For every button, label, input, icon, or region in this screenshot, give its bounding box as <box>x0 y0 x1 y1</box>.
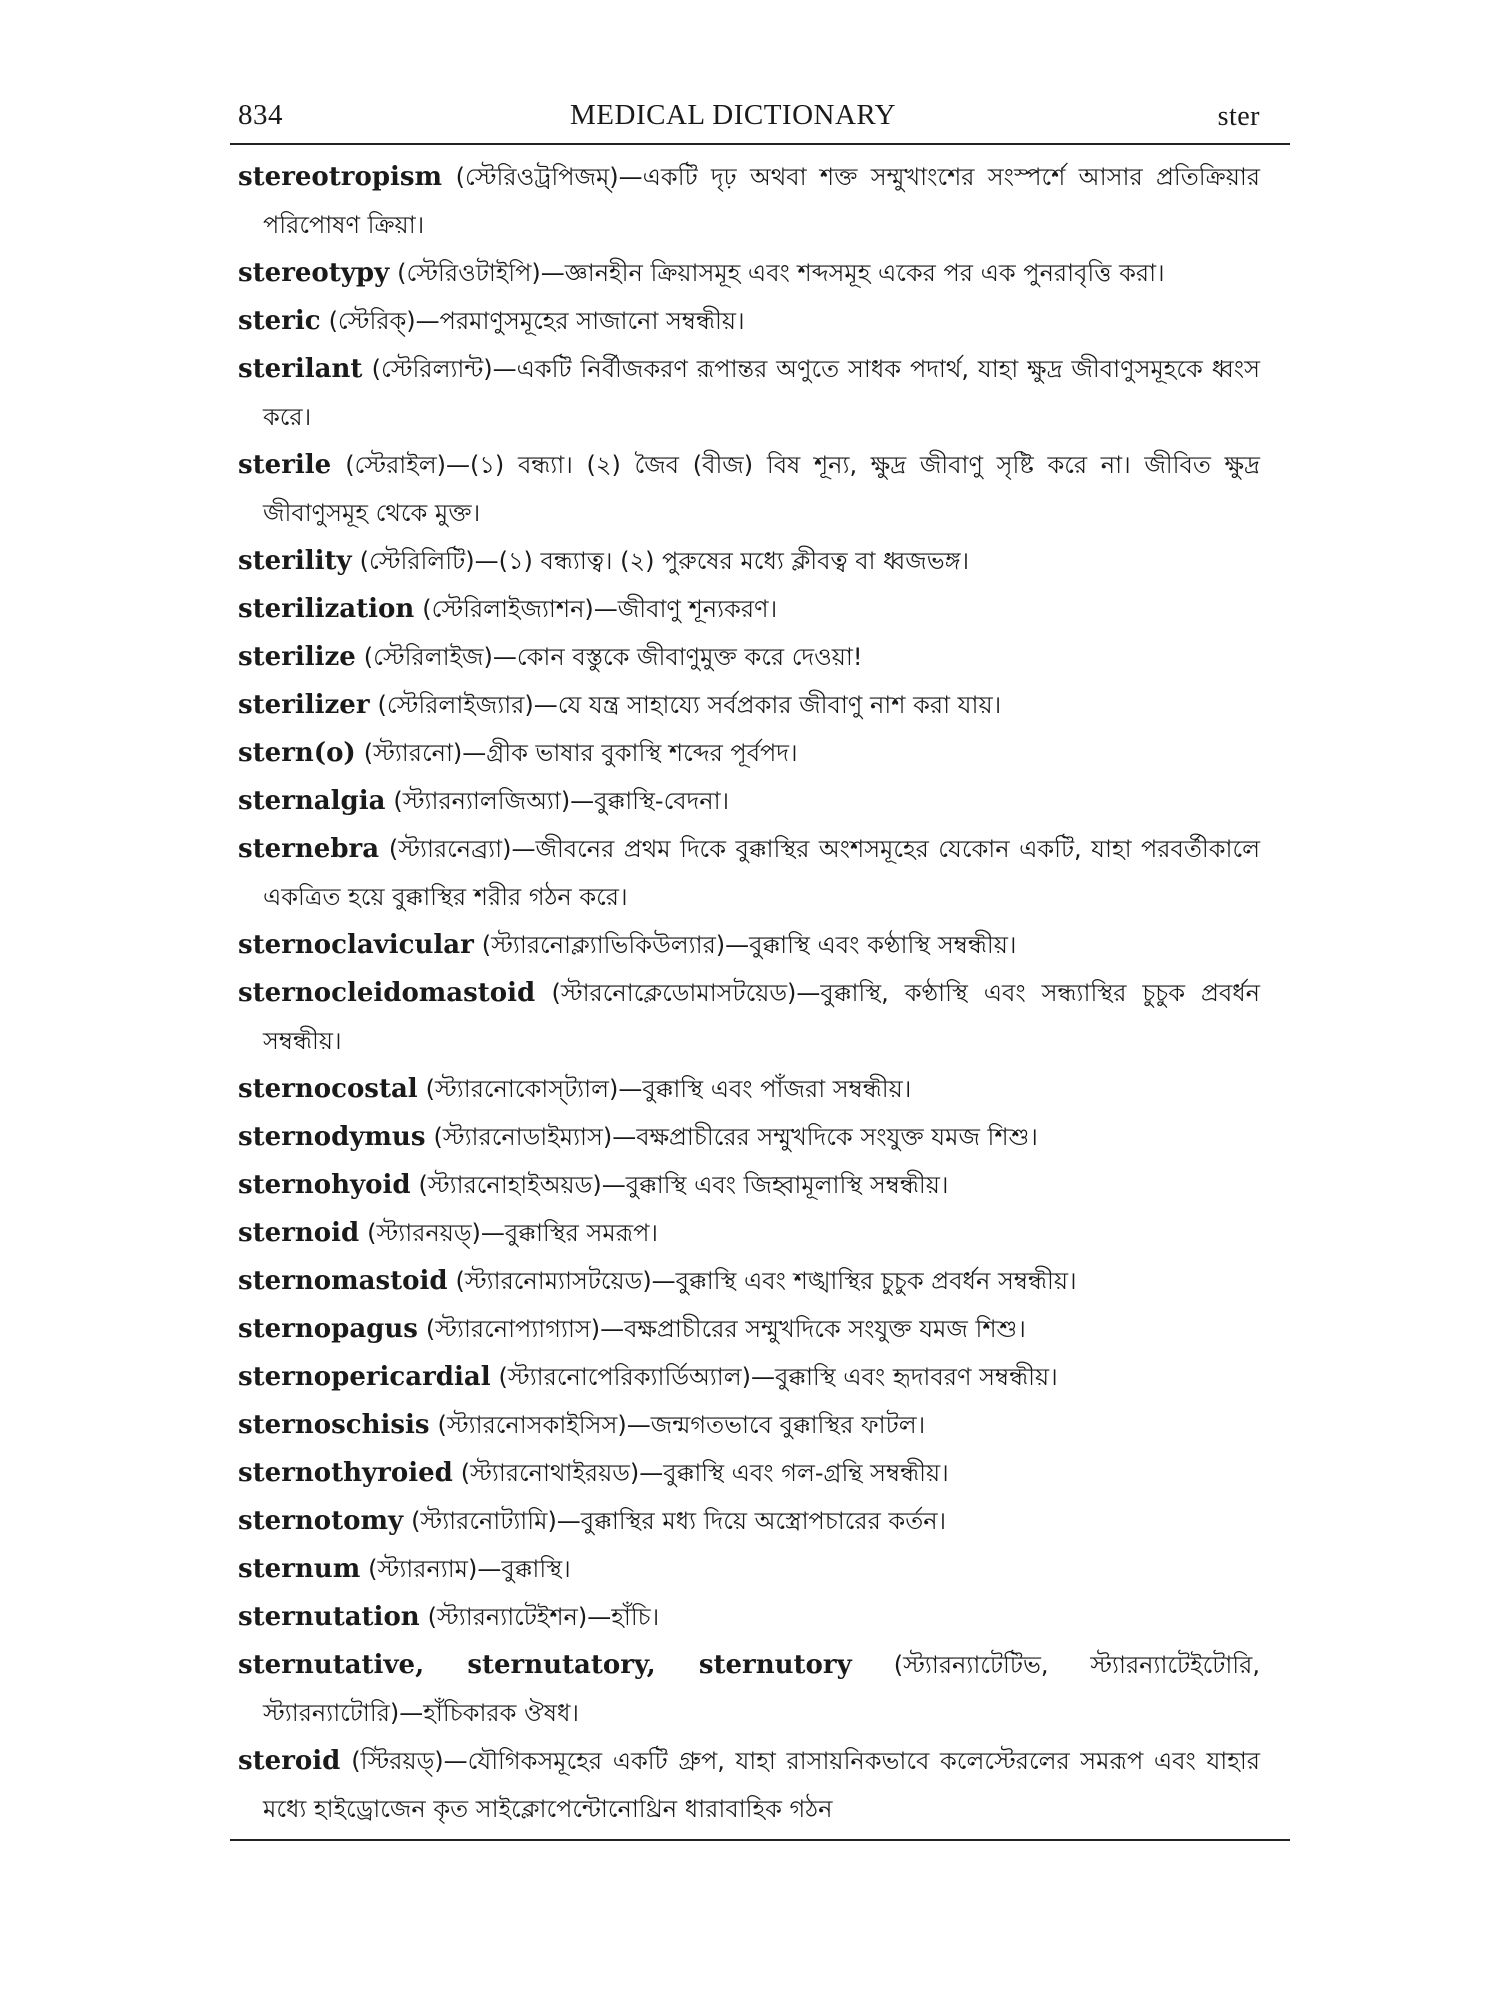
header-rule <box>230 143 1290 145</box>
entry-definition: (স্টেরিলাইজ্যার)—যে যন্ত্র সাহায্যে সর্বপ্রকার জীবাণু নাশ করা যায়। <box>377 691 1002 719</box>
dictionary-entry <box>238 153 1260 249</box>
entry-definition: (স্ট্যারনোক্ল্যাভিকিউল্যার)—বুক্কাস্থি এবং কণ্ঠাস্থি সম্বন্ধীয়। <box>481 931 1017 959</box>
entry-definition: (স্টেরিক্)—পরমাণুসমূহের সাজানো সম্বন্ধীয়। <box>328 307 745 335</box>
entry-headword: stern(o) <box>238 738 356 768</box>
entry-definition: (স্টেরিলাইজ)—কোন বস্তুকে জীবাণুমুক্ত করে দেওয়া! <box>363 643 863 671</box>
entry-headword: sternoid <box>238 1218 360 1248</box>
entry-headword: sternocostal <box>238 1074 418 1104</box>
dictionary-entry <box>238 1641 1260 1737</box>
dictionary-entry <box>238 1593 1260 1641</box>
dictionary-entry <box>238 777 1260 825</box>
entry-headword: sterilant <box>238 354 363 384</box>
dictionary-entry <box>238 1401 1260 1449</box>
dictionary-entry <box>238 825 1260 921</box>
dictionary-entry <box>238 345 1260 441</box>
dictionary-entry <box>238 297 1260 345</box>
dictionary-entry <box>238 1497 1260 1545</box>
entry-headword: sternum <box>238 1554 361 1584</box>
dictionary-entry <box>238 1065 1260 1113</box>
dictionary-entry <box>238 441 1260 537</box>
dictionary-entry <box>238 249 1260 297</box>
dictionary-entry <box>238 633 1260 681</box>
entry-headword: sternoclavicular <box>238 930 474 960</box>
entry-headword: sterilize <box>238 642 356 672</box>
entry-headword: sternomastoid <box>238 1266 448 1296</box>
entry-headword: sternopericardial <box>238 1362 491 1392</box>
entry-headword: sternocleidomastoid <box>238 978 536 1008</box>
entry-headword: sternoschisis <box>238 1410 430 1440</box>
entry-definition: (স্টেরিওটাইপি)—জ্ঞানহীন ক্রিয়াসমূহ এবং শব্দসমূহ একের পর এক পুনরাবৃত্তি করা। <box>397 259 1165 287</box>
entry-definition: (স্টেরাইল)—(১) বন্ধ্যা। (২) জৈব (বীজ) বিষ শূন্য, ক্ষুদ্র জীবাণু সৃষ্টি করে না। জীবিত ক্ষুদ্র জীবাণুসমূহ থেকে মুক্ত। <box>263 451 1260 527</box>
entry-headword: sterility <box>238 546 352 576</box>
entry-definition: (স্ট্যারন্যাটেটিভ, স্ট্যারন্যাটেইটোরি, স্ট্যারন্যাটোরি)—হাঁচিকারক ঔষধ। <box>263 1651 1260 1727</box>
entry-definition: (স্ট্যারনেব্র্যা)—জীবনের প্রথম দিকে বুক্কাস্থির অংশসমূহের যেকোন একটি, যাহা পরবর্তীকালে একত্রিত হয়ে বুক্কাস্থির শরীর গঠন করে। <box>263 835 1261 911</box>
dictionary-entry <box>238 1161 1260 1209</box>
entry-definition: (স্ট্যারন্যালজিঅ্যা)—বুক্কাস্থি-বেদনা। <box>393 787 730 815</box>
entry-definition: (স্ট্যারনোসকাইসিস)—জন্মগতভাবে বুক্কাস্থির ফাটল। <box>437 1411 926 1439</box>
entry-definition: (স্ট্যারনোপেরিক্যার্ডিঅ্যাল)—বুক্কাস্থি এবং হৃদাবরণ সম্বন্ধীয়। <box>498 1363 1058 1391</box>
entry-headword: sternutation <box>238 1602 420 1632</box>
dictionary-entry <box>238 1209 1260 1257</box>
entry-definition: (স্টেরিলাইজ্যাশন)—জীবাণু শূন্যকরণ। <box>422 595 778 623</box>
dictionary-entry <box>238 1257 1260 1305</box>
dictionary-entry <box>238 921 1260 969</box>
entry-headword: steric <box>238 306 321 336</box>
entry-definition: (স্ট্যারনোডাইম্যাস)—বক্ষপ্রাচীরের সম্মুখদিকে সংযুক্ত যমজ শিশু। <box>433 1123 1038 1151</box>
dictionary-entry <box>238 1353 1260 1401</box>
entry-definition: (স্টিরয়ড্)—যৌগিকসমূহের একটি গ্রুপ, যাহা রাসায়নিকভাবে কলেস্টেরলের সমরূপ এবং যাহার মধ্যে হাইড্রোজেন কৃত সাইক্লোপেন্টোনোথ্রিন ধারাবাহিক গঠন <box>263 1747 1261 1823</box>
entry-headword: sternopagus <box>238 1314 418 1344</box>
entry-definition: (স্ট্যারনোহাইঅয়ড)—বুক্কাস্থি এবং জিহ্বামূলাস্থি সম্বন্ধীয়। <box>418 1171 949 1199</box>
dictionary-entry <box>238 969 1260 1065</box>
dictionary-page <box>230 95 1290 1965</box>
entry-definition: (স্ট্যারন্যাটেইশন)—হাঁচি। <box>427 1603 660 1631</box>
page-header <box>230 95 1290 143</box>
dictionary-entry <box>238 1113 1260 1161</box>
dictionary-entry <box>238 1449 1260 1497</box>
entry-headword: sternohyoid <box>238 1170 411 1200</box>
dictionary-entry <box>238 537 1260 585</box>
dictionary-entry <box>238 1305 1260 1353</box>
footer-rule <box>230 1839 1290 1841</box>
entry-definition: (স্ট্যারন্যাম)—বুক্কাস্থি। <box>368 1555 571 1583</box>
entry-headword: stereotropism <box>238 162 443 192</box>
entry-definition: (স্টেরিল্যান্ট)—একটি নির্বীজকরণ রূপান্তর অণুতে সাধক পদার্থ, যাহা ক্ষুদ্র জীবাণুসমূহকে ধ্বংস করে। <box>263 355 1260 431</box>
entry-headword: sternodymus <box>238 1122 426 1152</box>
dictionary-entry <box>238 729 1260 777</box>
page-number: 834 <box>238 99 283 131</box>
entry-headword: sterilization <box>238 594 415 624</box>
entry-headword: sternothyroied <box>238 1458 453 1488</box>
entry-definition: (স্টারনোক্লেডোমাসটয়েড)—বুক্কাস্থি, কণ্ঠাস্থি এবং সন্ধ্যাস্থির চুচুক প্রবর্ধন সম্বন্ধীয়। <box>263 979 1261 1055</box>
dictionary-entry <box>238 585 1260 633</box>
running-title: MEDICAL DICTIONARY <box>570 99 897 131</box>
entry-headword: sternebra <box>238 834 380 864</box>
entry-headword: sterilizer <box>238 690 370 720</box>
dictionary-entry <box>238 1737 1260 1833</box>
entry-definition: (স্ট্যারনোপ্যাগ্যাস)—বক্ষপ্রাচীরের সম্মুখদিকে সংযুক্ত যমজ শিশু। <box>425 1315 1026 1343</box>
entry-headword: sternutative, sternutatory, sternutory <box>238 1650 852 1680</box>
entry-headword: stereotypy <box>238 258 390 288</box>
dictionary-entry <box>238 681 1260 729</box>
entry-definition: (স্ট্যারনোথাইরয়ড)—বুক্কাস্থি এবং গল-গ্রন্থি সম্বন্ধীয়। <box>460 1459 949 1487</box>
entry-definition: (স্ট্যারনোকোস্‌ট্যাল)—বুক্কাস্থি এবং পাঁজরা সম্বন্ধীয়। <box>425 1075 912 1103</box>
entry-definition: (স্ট্যারনয়ড্)—বুক্কাস্থির সমরূপ। <box>367 1219 659 1247</box>
entry-headword: steroid <box>238 1746 341 1776</box>
entry-headword: sternotomy <box>238 1506 404 1536</box>
entry-headword: sterile <box>238 450 332 480</box>
dictionary-entry <box>238 1545 1260 1593</box>
entry-definition: (স্ট্যারনোম্যাসটয়েড)—বুক্কাস্থি এবং শঙ্খাস্থির চুচুক প্রবর্ধন সম্বন্ধীয়। <box>455 1267 1077 1295</box>
entry-definition: (স্টেরিওট্রপিজম্)—একটি দৃঢ় অথবা শক্ত সম্মুখাংশের সংস্পর্শে আসার প্রতিক্রিয়ার পরিপোষণ ক্রিয়া। <box>263 163 1261 239</box>
entry-definition: (স্ট্যারনোট্যামি)—বুক্কাস্থির মধ্য দিয়ে অস্ত্রোপচারের কর্তন। <box>411 1507 947 1535</box>
entry-list <box>230 153 1290 1833</box>
entry-headword: sternalgia <box>238 786 386 816</box>
entry-definition: (স্ট্যারনো)—গ্রীক ভাষার বুকাস্থি শব্দের পূর্বপদ। <box>363 739 798 767</box>
entry-definition: (স্টেরিলিটি)—(১) বন্ধ্যাত্ব। (২) পুরুষের মধ্যে ক্লীবত্ব বা ধ্বজভঙ্গ। <box>359 547 970 575</box>
guide-word: ster <box>1217 101 1260 132</box>
